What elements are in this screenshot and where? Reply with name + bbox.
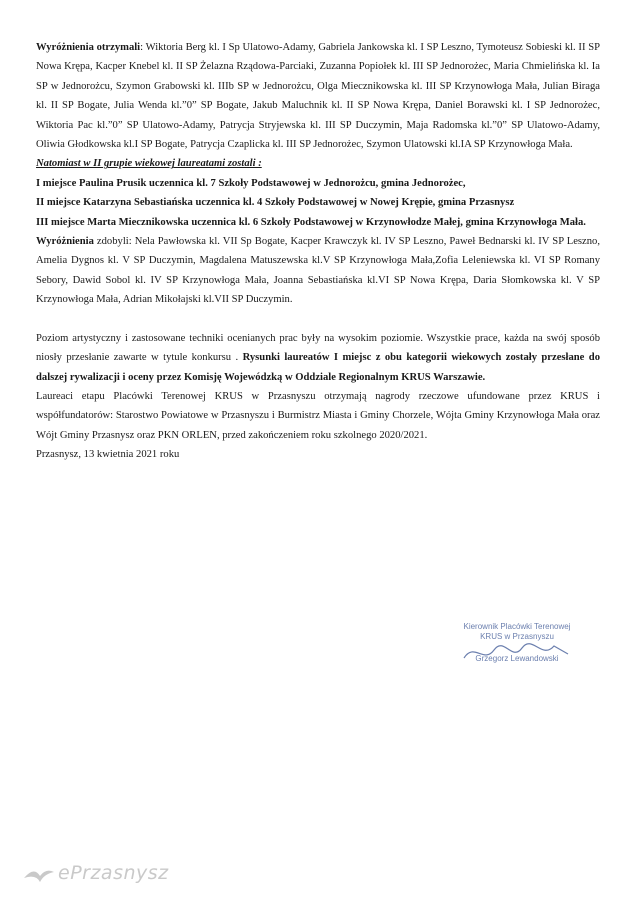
third-place: III miejsce Marta Miecznikowska uczennica kl. 6 Szkoły Podstawowej w Krzynowłodze Małej, gmina Krzynowłoga Mała.: [36, 216, 586, 228]
honorable-mentions-group1: [36, 38, 600, 154]
watermark-text: ePrzasnysz: [58, 862, 169, 884]
honorable-mentions-list-2: zdobyli: Nela Pawłowska kl. VII Sp Bogate, Kacper Krawczyk kl. IV SP Leszno, Paweł Bednarski kl. IV SP Leszno, Amelia Dygnos kl. V SP Duczymin, Magdalena Matuszewska kl.V SP Krzynowłoga Mała,Zofia Leleniewska kl. VI SP Romany Sebory, Dawid Sobol kl. IV SP Krzynowłoga Mała, Joanna Sebastiańska kl.VI SP Nowa Krępa, Daria Słomkowska kl. V SP Krzynowłoga Mała, Adrian Mikołajski kl.VII SP Duczymin.: [36, 236, 600, 306]
document-body: [36, 38, 600, 465]
honorable-mentions-label-2: Wyróżnienia: [36, 236, 94, 248]
artistic-level-text: Poziom artystyczny i zastosowane techniki ocenianych prac były na wysokim poziomie. Wszystkie prace, każda na swój sposób niosły przesłanie zawarte w tytule konkursu .: [36, 332, 600, 364]
date-line: Przasnysz, 13 kwietnia 2021 roku: [36, 449, 180, 461]
first-place: I miejsce Paulina Prusik uczennica kl. 7 Szkoły Podstawowej w Jednorożcu, gmina Jednorożec,: [36, 177, 466, 189]
second-place: II miejsce Katarzyna Sebastiańska uczennica kl. 4 Szkoły Podstawowej w Nowej Krępie, gmina Przasnysz: [36, 197, 515, 209]
official-stamp: [442, 622, 592, 682]
prizes-paragraph: Laureaci etapu Placówki Terenowej KRUS w Przasnyszu otrzymają nagrody rzeczowe ufundowane przez KRUS i współfundatorów: Starostwo Powiatowe w Przasnyszu i Burmistrz Miasta i Gminy Chorzele, Wójta Gminy Krzynowłoga Mała oraz Wójt Gminy Przasnysz oraz PKN ORLEN, przed zakończeniem roku szkolnego 2020/2021.: [36, 390, 600, 441]
stamp-line-1: Kierownik Placówki Terenowej: [463, 622, 571, 631]
honorable-mentions-list: : Wiktoria Berg kl. I Sp Ulatowo-Adamy, Gabriela Jankowska kl. I SP Leszno, Tymoteusz Sobieski kl. II SP Nowa Krępa, Kacper Knebel kl. II SP Żelazna Rządowa-Parciaki, Zuzanna Popiołek kl. III SP Jednorożec, Maria Chmielińska kl. Ia SP w Jednorożcu, Szymon Grabowski kl. IIIb SP w Jednorożcu, Olga Miecznikowska kl. III SP Krzynowłoga Mała, Julian Biraga kl. II SP Bogate, Julia Wenda kl.”0” SP Bogate, Jakub Maluchnik kl. II SP Nowa Krępa, Daniel Borawski kl. I SP Jednorożec, Wiktoria Pac kl.”0” SP Ulatowo-Adamy, Patrycja Stryjewska kl. III SP Duczymin, Maja Radomska kl.”0” SP Ulatowo-Adamy, Oliwia Głodkowska kl.I SP Bogate, Patrycja Czaplicka kl. III SP Jednorożec, Szymon Ulatowski kl.IA SP Krzynowłoga Mała.: [36, 42, 600, 151]
signature-scribble: [462, 640, 572, 666]
stamp-line-3: Grzegorz Lewandowski: [475, 654, 559, 663]
honorable-mentions-group2: [36, 232, 600, 310]
bird-icon: [22, 864, 56, 886]
honorable-mentions-label: Wyróżnienia otrzymali: [36, 42, 141, 53]
group2-heading: Natomiast w II grupie wiekowej laureatami zostali :: [36, 158, 262, 170]
artistic-level-bold: Rysunki laureatów I miejsc z obu kategorii wiekowych zostały przesłane do dalszej rywalizacji i oceny przez Komisję Wojewódzką w Oddziale Regionalnym KRUS Warszawie.: [36, 352, 600, 383]
stamp-line-2: KRUS w Przasnyszu: [480, 632, 554, 641]
artistic-level-paragraph: [36, 329, 600, 387]
